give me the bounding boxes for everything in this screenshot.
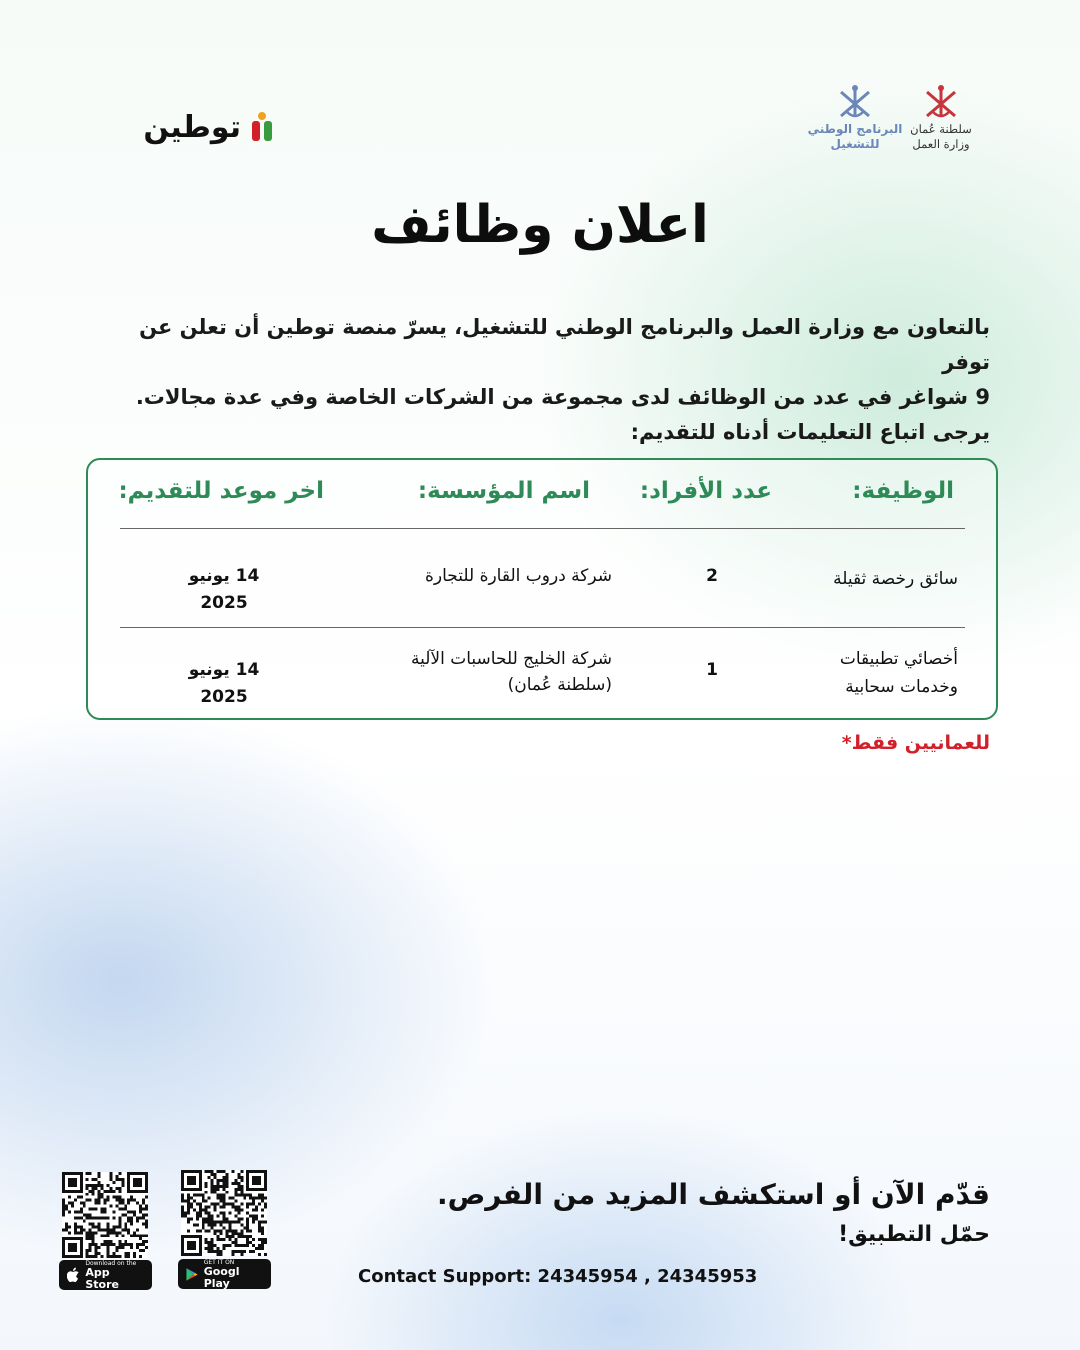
program-line-1: البرنامج الوطني [807,122,903,136]
row2-job-line1: أخصائي تطبيقات [839,649,958,669]
tawteen-logo-icon [249,111,275,143]
omanis-only-note: للعمانيين فقط* [841,732,990,754]
apple-icon [67,1267,79,1283]
intro-line: 9 شواغر في عدد من الوظائف لدى مجموعة من الشركات الخاصة وفي عدة مجالات. [135,385,990,409]
header-company: اسم المؤسسة: [417,478,590,504]
row2-job-line2: وخدمات سحابية [845,677,958,697]
row1-job: سائق رخصة ثقيلة [833,569,958,589]
google-play-icon [186,1267,198,1282]
row1-count: 2 [706,566,718,586]
app-store-label: App Store [85,1265,119,1291]
cta-download-app: حمّل التطبيق! [838,1222,990,1247]
intro-paragraph [130,310,990,450]
intro-line: بالتعاون مع وزارة العمل والبرنامج الوطني للتشغيل، يسرّ منصة توطين أن تعلن عن توفر [139,315,990,374]
google-play-badge[interactable] [178,1259,271,1289]
ministry-line-2: وزارة العمل [912,137,970,151]
cta-headline: قدّم الآن أو استكشف المزيد من الفرص. [436,1178,990,1211]
row2-company-line2: (سلطنة عُمان) [507,675,612,695]
app-store-qr-code[interactable] [62,1172,148,1258]
row2-company-line1: شركة الخليج للحاسبات الآلية [410,649,612,669]
row1-deadline: 14 يونيو 2025 [188,566,260,613]
header-job: الوظيفة: [852,478,954,504]
tawteen-logo [95,105,275,149]
program-line-2: للتشغيل [830,137,880,151]
header-deadline: اخر موعد للتقديم: [118,478,324,504]
row2-deadline: 14 يونيو 2025 [188,660,260,707]
ministry-line-1: سلطنة عُمان [910,122,972,136]
row2-count: 1 [706,660,718,680]
ministry-logo [905,82,977,162]
brand-name: توطين [143,109,241,145]
google-play-label: Googl Play [203,1264,240,1290]
table-divider [120,528,965,529]
google-play-small: GET IT ON [203,1258,235,1266]
app-store-badge[interactable] [59,1260,152,1290]
intro-line: يرجى اتباع التعليمات أدناه للتقديم: [630,420,990,444]
national-program-logo [800,82,910,162]
app-store-small: Download on the [85,1259,137,1267]
table-divider [120,627,965,628]
oman-emblem-icon [835,82,875,122]
page-title: اعلان وظائف [371,195,709,255]
row1-company: شركة دروب القارة للتجارة [424,566,612,586]
contact-support: Contact Support: 24345954 , 24345953 [358,1266,758,1287]
google-play-qr-code[interactable] [181,1170,267,1256]
oman-emblem-icon [921,82,961,122]
header-count: عدد الأفراد: [639,478,772,504]
